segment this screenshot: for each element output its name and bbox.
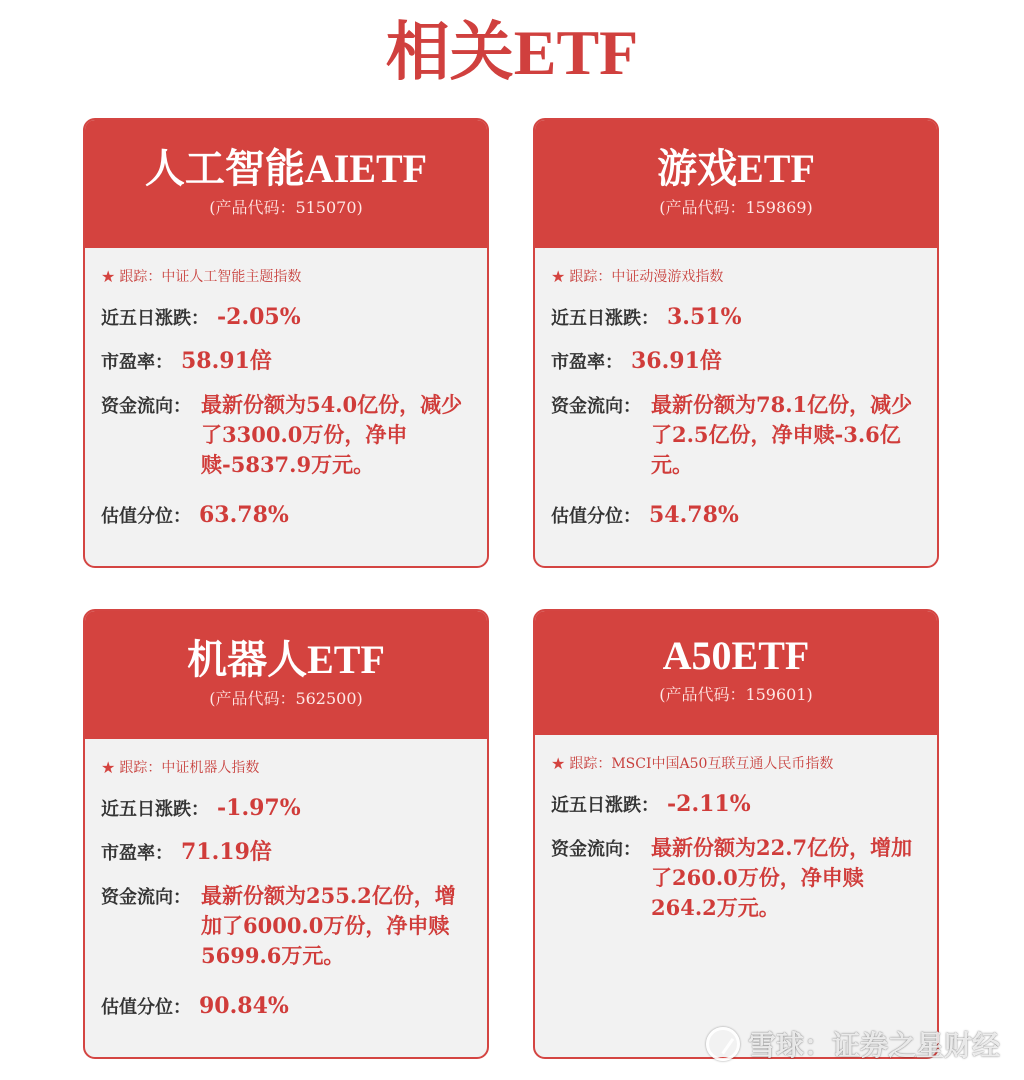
pe-row [551, 346, 921, 376]
change-label: 近五日涨跌： [101, 799, 209, 820]
fund-flow-label: 资金流向： [551, 839, 641, 860]
etf-card-game[interactable] [533, 118, 939, 568]
card-title: 游戏ETF [657, 146, 815, 191]
card-body [535, 248, 937, 530]
change-value: 3.51% [667, 304, 742, 330]
change-label: 近五日涨跌： [551, 795, 659, 816]
valuation-value: 63.78% [199, 502, 289, 528]
change-row [551, 789, 921, 819]
xueqiu-logo-icon [706, 1027, 740, 1061]
card-header [85, 611, 487, 739]
card-body [85, 248, 487, 530]
change-row [551, 302, 921, 332]
product-code: (产品代码：515070) [209, 198, 363, 217]
fund-flow-label: 资金流向： [551, 396, 641, 417]
fund-flow-row [551, 833, 921, 923]
page-title: 相关ETF [385, 17, 639, 88]
etf-card-a50[interactable] [533, 609, 939, 1059]
valuation-label: 估值分位： [101, 506, 191, 527]
pe-value: 58.91倍 [181, 348, 272, 374]
change-label: 近五日涨跌： [101, 308, 209, 329]
product-code: (产品代码：562500) [209, 689, 363, 708]
valuation-row [101, 991, 471, 1021]
card-title: A50ETF [662, 633, 810, 678]
pe-value: 71.19倍 [181, 839, 272, 865]
pe-label: 市盈率： [551, 352, 623, 373]
valuation-value: 90.84% [199, 993, 289, 1019]
tracking-index-text: 跟踪：中证机器人指数 [119, 760, 260, 776]
pe-label: 市盈率： [101, 352, 173, 373]
fund-flow-row [101, 881, 471, 971]
card-header [535, 611, 937, 735]
card-title: 机器人ETF [187, 637, 385, 682]
change-row [101, 302, 471, 332]
change-value: -1.97% [217, 795, 301, 821]
tracking-index [101, 757, 471, 779]
watermark [706, 1024, 1000, 1064]
valuation-value: 54.78% [649, 502, 739, 528]
fund-flow-value: 最新份额为54.0亿份，减少了3300.0万份，净申赎-5837.9万元。 [201, 392, 463, 477]
star-icon: ★ [101, 267, 116, 286]
valuation-label: 估值分位： [551, 506, 641, 527]
fund-flow-value: 最新份额为255.2亿份，增加了6000.0万份，净申赎5699.6万元。 [201, 883, 456, 968]
pe-row [101, 837, 471, 867]
fund-flow-value: 最新份额为22.7亿份，增加了260.0万份，净申赎264.2万元。 [651, 835, 913, 920]
tracking-index [101, 266, 471, 288]
card-body [535, 735, 937, 923]
tracking-index [551, 266, 921, 288]
fund-flow-value: 最新份额为78.1亿份，减少了2.5亿份，净申赎-3.6亿元。 [651, 392, 913, 477]
tracking-index-text: 跟踪：MSCI中国A50互联互通人民币指数 [569, 756, 834, 772]
fund-flow-label: 资金流向： [101, 887, 191, 908]
product-code: (产品代码：159601) [659, 685, 813, 704]
change-value: -2.11% [667, 791, 751, 817]
fund-flow-row [551, 390, 921, 480]
watermark-text: 雪球：证券之星财经 [747, 1029, 1000, 1062]
change-row [101, 793, 471, 823]
valuation-row [551, 500, 921, 530]
star-icon: ★ [101, 758, 116, 777]
card-header [535, 120, 937, 248]
fund-flow-label: 资金流向： [101, 396, 191, 417]
valuation-row [101, 500, 471, 530]
tracking-index [551, 753, 921, 775]
fund-flow-row [101, 390, 471, 480]
card-title: 人工智能AIETF [144, 146, 428, 191]
tracking-index-text: 跟踪：中证动漫游戏指数 [569, 269, 724, 285]
product-code: (产品代码：159869) [659, 198, 813, 217]
star-icon: ★ [551, 267, 566, 286]
pe-row [101, 346, 471, 376]
card-header [85, 120, 487, 248]
etf-card-robot[interactable] [83, 609, 489, 1059]
tracking-index-text: 跟踪：中证人工智能主题指数 [119, 269, 302, 285]
pe-label: 市盈率： [101, 843, 173, 864]
star-icon: ★ [551, 754, 566, 773]
change-value: -2.05% [217, 304, 301, 330]
card-body [85, 739, 487, 1021]
pe-value: 36.91倍 [631, 348, 722, 374]
valuation-label: 估值分位： [101, 997, 191, 1018]
change-label: 近五日涨跌： [551, 308, 659, 329]
etf-card-ai[interactable] [83, 118, 489, 568]
